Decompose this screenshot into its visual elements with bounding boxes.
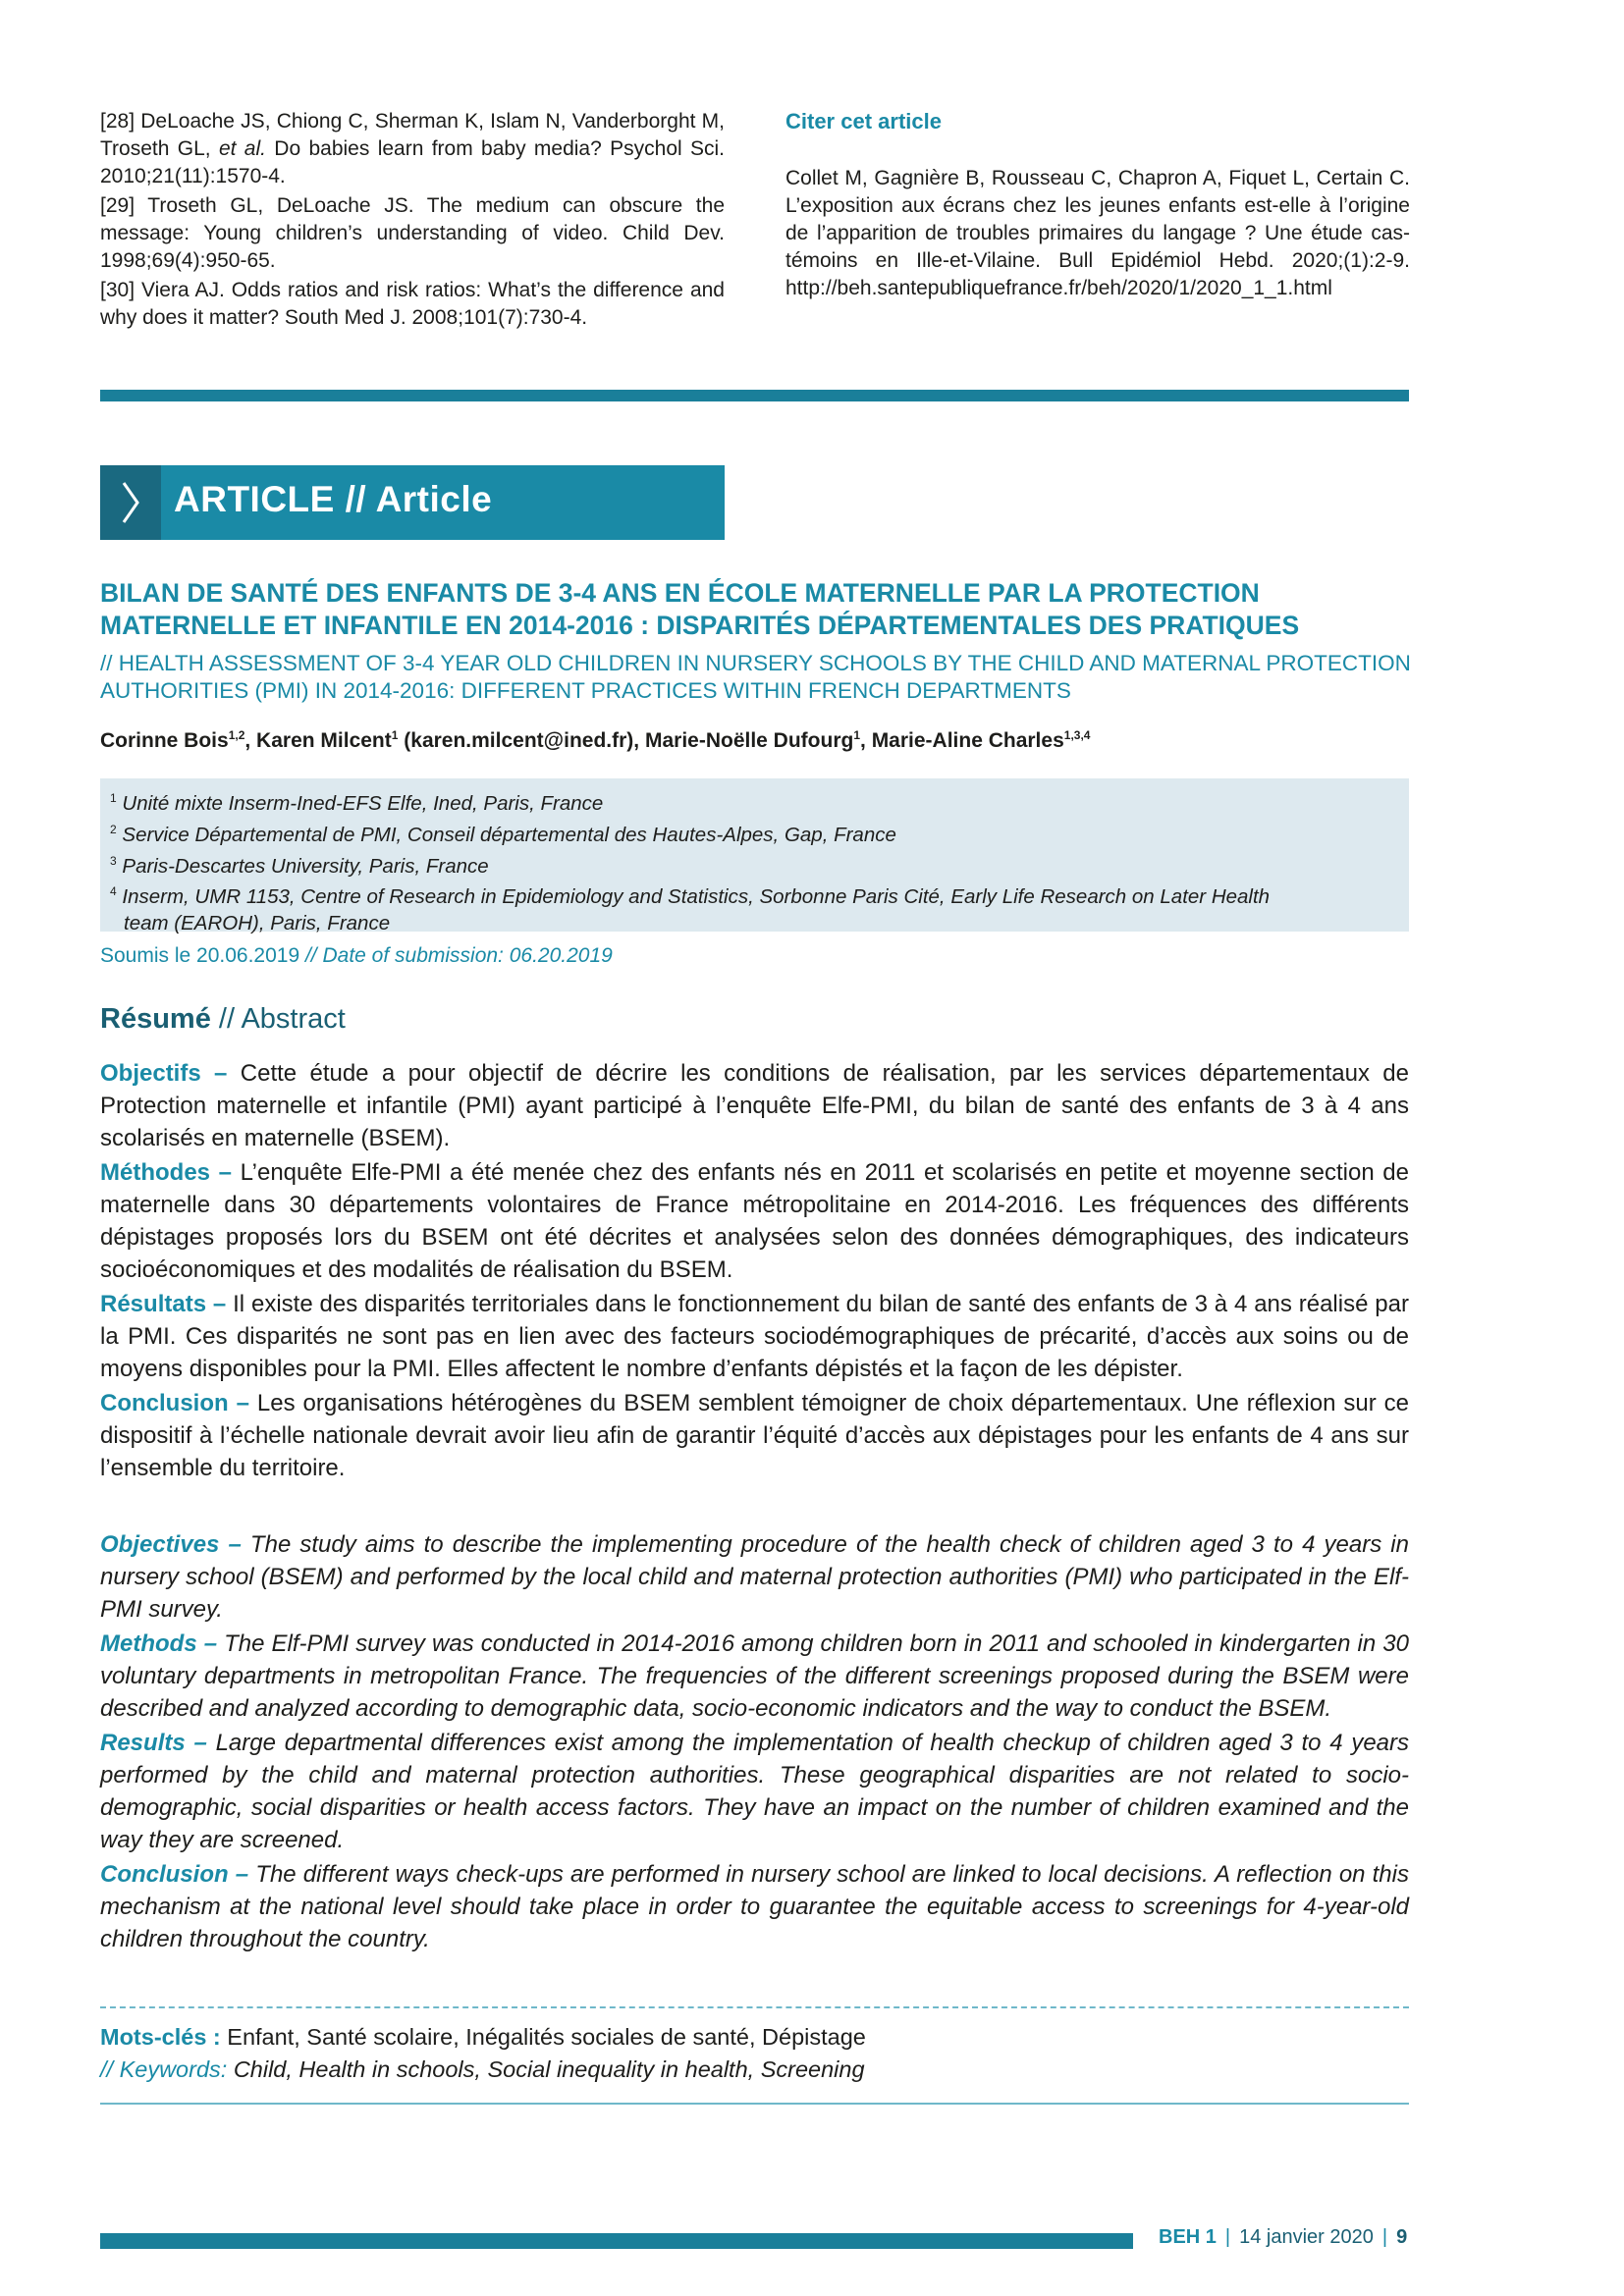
- abstract-paragraph: Conclusion – The different ways check-ups are performed in nursery school are linked to local decisions. A reflection on this mechanism at the national level should take place in order to guarantee the equitable access to screenings for 4-year-old children throughout the country.: [100, 1861, 1409, 1952]
- affiliation-continuation: team (EAROH), Paris, France: [124, 912, 391, 935]
- reference-29: [29] Troseth GL, DeLoache JS. The medium can obscure the message: Young children’s understanding of video. Child Dev. 1998;69(4):950-65.: [100, 194, 725, 272]
- abstract-paragraph: Results – Large departmental differences exist among the implementation of health checkup of children aged 3 to 4 years performed by the child and maternal protection authorities. These geographical disparities are not related to socio-demographic, social disparities or health access factors. They have an impact on the number of children examined and the way they are screened.: [100, 1730, 1410, 1853]
- abstract-en: [100, 1528, 1409, 1957]
- affiliation-item: $^1$ Unité mixte Inserm-Ined-EFS Elfe, Ined, Paris, France: [110, 791, 604, 815]
- reference-28: [28] DeLoache JS, Chiong C, Sherman K, Islam N, Vanderborght M, Troseth GL, et al. Do babies learn from baby media? Psychol Sci. 2010;21(11):1570-4.: [100, 110, 725, 187]
- cite-text: Collet M, Gagnière B, Rousseau C, Chapron A, Fiquet L, Certain C. L’exposition aux écrans chez les jeunes enfants est-elle à l’origine de l’apparition de troubles primaires du langage ? Une étude cas-témoins en Ille-et-Vilaine. Bull Epidémiol Hebd. 2020;(1):2-9. http://beh.santepubliquefrance.fr/beh/2020/1/2020_1_1.html: [785, 167, 1410, 299]
- page-number: 9: [1396, 2226, 1408, 2248]
- page-footer: BEH 1 | 14 janvier 2020 | 9: [1159, 2226, 1408, 2248]
- submission-date: Soumis le 20.06.2019 // Date of submission: 06.20.2019: [100, 944, 613, 967]
- references-list: [100, 108, 725, 334]
- keywords-en: // Keywords: Child, Health in schools, Social inequality in health, Screening: [100, 2056, 865, 2082]
- abstract-fr: [100, 1057, 1409, 1486]
- article-banner: [100, 465, 725, 540]
- abstract-paragraph: Methods – The Elf-PMI survey was conducted in 2014-2016 among children born in 2011 and schooled in kindergarten in 30 voluntary departments in metropolitan France. The frequencies of the different screenings proposed during the BSEM were described and analyzed according to demographic data, socio-economic indicators and the way to conduct the BSEM.: [100, 1630, 1409, 1722]
- keywords: [100, 2021, 1409, 2086]
- abstract-paragraph: Résultats – Il existe des disparités territoriales dans le fonctionnement du bilan de santé des enfants de 3 à 4 ans réalisé par la PMI. Ces disparités ne sont pas en lien avec des facteurs sociodémographiques de précarité, d’accès aux soins ou de moyens disponibles pour la PMI. Elles affectent le nombre d’enfants dépistés et la façon de les dépister.: [100, 1291, 1409, 1382]
- reference-30: [30] Viera AJ. Odds ratios and risk ratios: What’s the difference and why does it matter? South Med J. 2008;101(7):730-4.: [100, 279, 725, 329]
- cite-title: Citer cet article: [785, 109, 942, 133]
- abstract-paragraph: Méthodes – L’enquête Elfe-PMI a été menée chez des enfants nés en 2011 et scolarisés en petite et moyenne section de maternelle dans 30 départements volontaires de France métropolitaine en 2014-2016. Les fréquences des différents dépistages proposés lors du BSEM ont été décrites et analysées selon des données démographiques, des indicateurs socioéconomiques et des modalités de réalisation du BSEM.: [100, 1159, 1409, 1283]
- affiliation-item: $^2$ Service Départemental de PMI, Conseil départemental des Hautes-Alpes, Gap, France: [110, 822, 896, 846]
- keywords-fr: Mots-clés : Enfant, Santé scolaire, Inégalités sociales de santé, Dépistage: [100, 2024, 866, 2050]
- banner-label: ARTICLE // Article: [174, 479, 493, 519]
- dashed-divider: [100, 2006, 1409, 2008]
- abstract-paragraph: Objectives – The study aims to describe the implementing procedure of the health check of children aged 3 to 4 years in nursery school (BSEM) and performed by the local child and maternal protection authorities (PMI) who participated in the Elf-PMI survey.: [100, 1531, 1409, 1623]
- chevron-right-icon: [100, 465, 161, 540]
- abstract-paragraph: Objectifs – Cette étude a pour objectif de décrire les conditions de réalisation, par les services départementaux de Protection maternelle et infantile (PMI) ayant participé à l’enquête Elfe-PMI, du bilan de santé des enfants de 3 à 4 ans scolarisés en maternelle (BSEM).: [100, 1060, 1409, 1151]
- author-name: Marie-Noëlle Dufourg: [644, 729, 854, 752]
- cite-box: [785, 108, 1410, 302]
- affiliation-item: $^3$ Paris-Descartes University, Paris, France: [110, 853, 489, 878]
- article-subtitle: // HEALTH ASSESSMENT OF 3-4 YEAR OLD CHILDREN IN NURSERY SCHOOLS BY THE CHILD AND MATERNAL PROTECTION AUTHORITIES (PMI) IN 2014-2016: DIFFERENT PRACTICES WITHIN FRENCH DEPARTMENTS: [100, 651, 1411, 703]
- keywords-divider: [100, 2103, 1409, 2105]
- footer-bar: [100, 2233, 1133, 2249]
- author-name: Karen Milcent: [256, 729, 392, 752]
- author-list: Corinne Bois$^{1,2}$, Karen Milcent$^1$ (karen.milcent@ined.fr), Marie-Noëlle Dufourg$^1$, Marie-Aline Charles$^{1,3,4}$: [100, 728, 1091, 752]
- abstract-paragraph: Conclusion – Les organisations hétérogènes du BSEM semblent témoigner de choix départementaux. Une réflexion sur ce dispositif à l’échelle nationale devrait avoir lieu afin de garantir l’équité d’accès aux dépistages pour les enfants de 4 ans sur l’ensemble du territoire.: [100, 1390, 1409, 1481]
- journal-issue: BEH 1: [1159, 2226, 1217, 2248]
- affiliations-box: [100, 778, 1409, 935]
- article-title: BILAN DE SANTÉ DES ENFANTS DE 3-4 ANS EN ÉCOLE MATERNELLE PAR LA PROTECTION MATERNELLE ET INFANTILE EN 2014-2016 : DISPARITÉS DÉPARTEMENTALES DES PRATIQUES: [100, 578, 1300, 640]
- author-name: Marie-Aline Charles: [871, 729, 1064, 752]
- abstract-heading: Résumé // Abstract: [100, 1003, 346, 1035]
- author-name: Corinne Bois: [100, 729, 229, 752]
- section-divider: [100, 390, 1409, 401]
- issue-date: 14 janvier 2020: [1239, 2226, 1374, 2248]
- affiliation-item: $^4$ Inserm, UMR 1153, Centre of Research in Epidemiology and Statistics, Sorbonne Paris Cité, Early Life Research on Later Health: [110, 884, 1271, 909]
